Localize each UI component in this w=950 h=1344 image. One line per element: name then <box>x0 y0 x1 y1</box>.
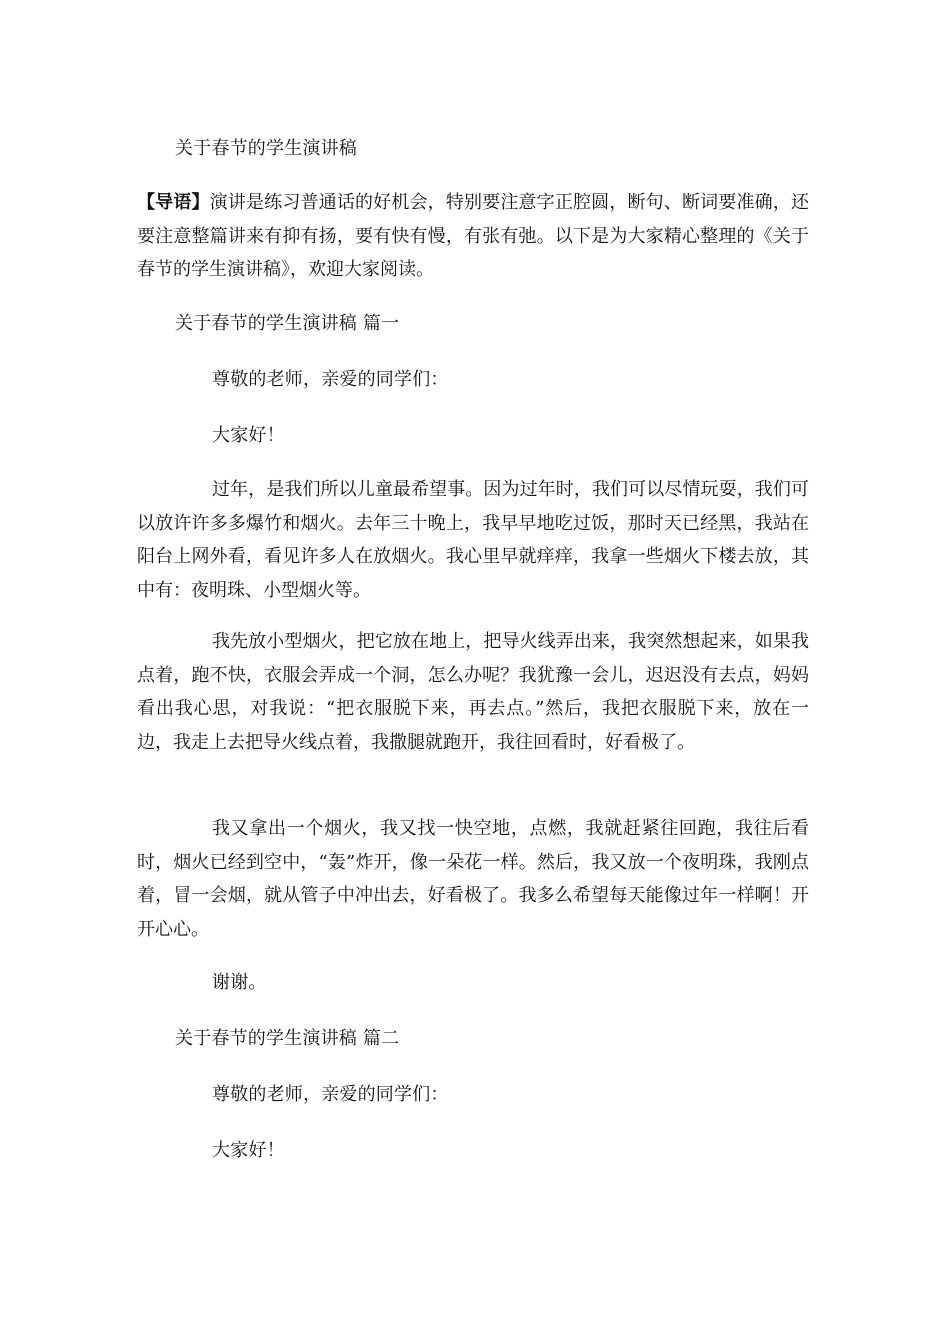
section2-heading: 关于春节的学生演讲稿 篇二 <box>175 1028 400 1049</box>
section1-paragraph-3: 我又拿出一个烟火，我又找一快空地，点燃，我就赶紧往回跑，我往后看时，烟火已经到空中，“轰”炸开，像一朵花一样。然后，我又放一个夜明珠，我刚点着，冒一会烟，就从管子中冲出去，好看极了。我多么希望每天能像过年一样啊！开开心心。 <box>137 818 809 940</box>
intro-tag: 【导语】 <box>137 192 210 213</box>
section1-salutation: 尊敬的老师，亲爱的同学们： <box>212 369 449 390</box>
section1-greeting: 大家好！ <box>212 425 285 446</box>
section1-paragraph-2: 我先放小型烟火，把它放在地上，把导火线弄出来，我突然想起来，如果我点着，跑不快，衣服会弄成一个洞，怎么办呢？我犹豫一会儿，迟迟没有去点，妈妈看出我心思，对我说：“把衣服脱下来，再去点。”然后，我把衣服脱下来，放在一边，我走上去把导火线点着，我撒腿就跑开，我往回看时，好看极了。 <box>137 631 809 753</box>
section1-heading: 关于春节的学生演讲稿 篇一 <box>175 313 400 334</box>
section1-paragraph-1: 过年，是我们所以儿童最希望事。因为过年时，我们可以尽情玩耍，我们可以放许许多多爆竹和烟火。去年三十晚上，我早早地吃过饭，那时天已经黑，我站在阳台上网外看，看见许多人在放烟火。我心里早就痒痒，我拿一些烟火下楼去放，其中有：夜明珠、小型烟火等。 <box>137 479 809 601</box>
intro-text: 演讲是练习普通话的好机会，特别要注意字正腔圆，断句、断词要准确，还要注意整篇讲来有抑有扬，要有快有慢，有张有弛。以下是为大家精心整理的《关于春节的学生演讲稿》，欢迎大家阅读。 <box>137 192 810 280</box>
document-title: 关于春节的学生演讲稿 <box>175 138 357 159</box>
intro-paragraph <box>137 186 809 287</box>
section2-salutation: 尊敬的老师，亲爱的同学们： <box>212 1084 449 1105</box>
section2-greeting: 大家好！ <box>212 1140 285 1161</box>
section1-closing: 谢谢。 <box>212 972 267 993</box>
